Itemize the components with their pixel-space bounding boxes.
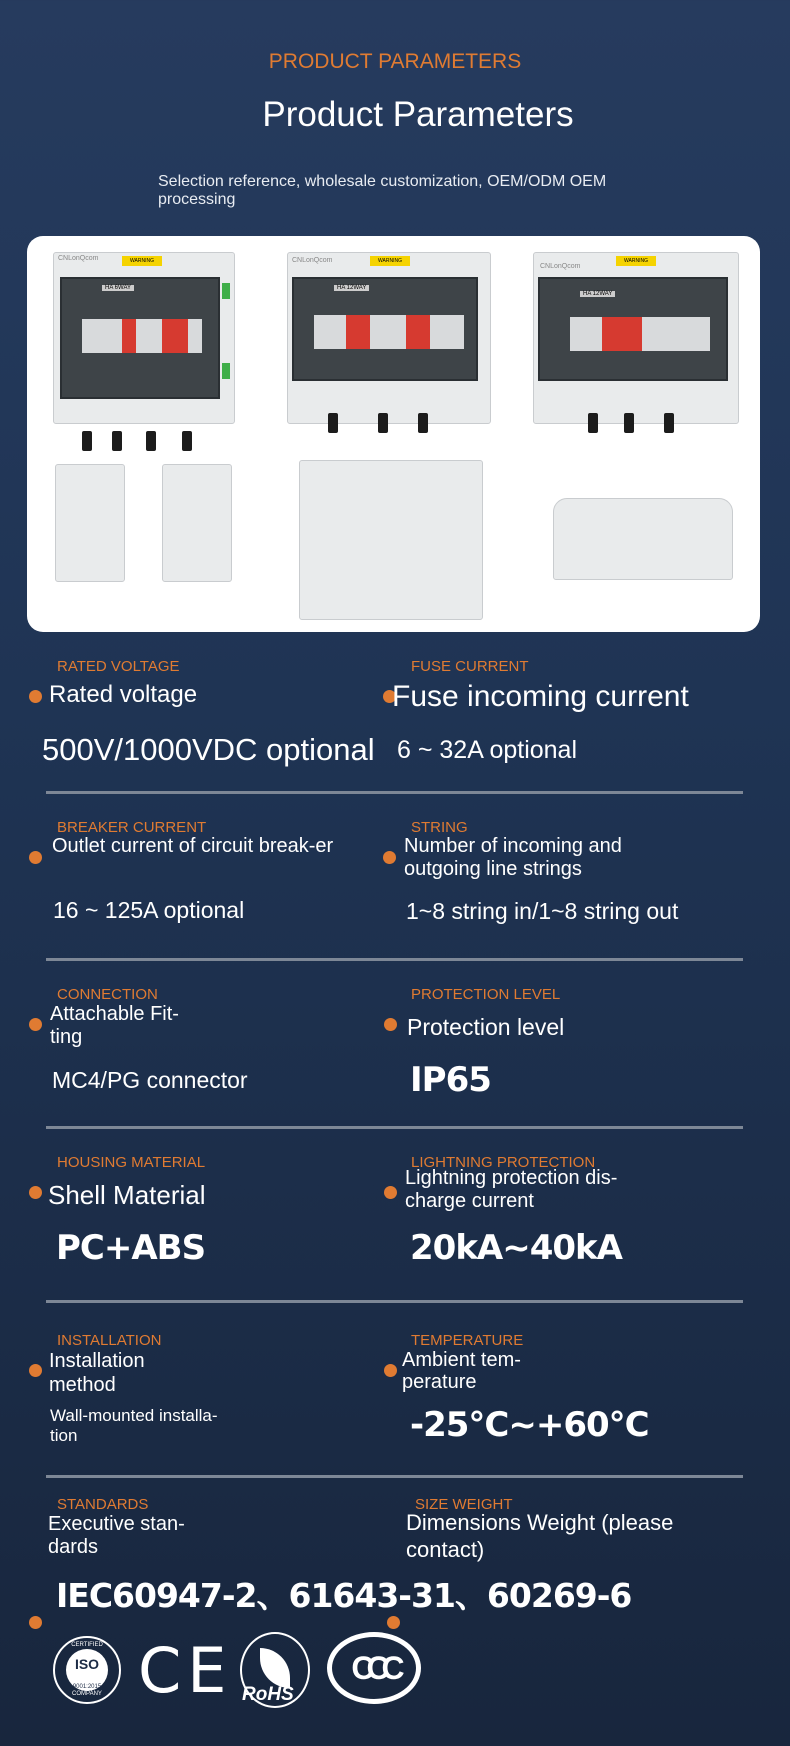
param-label: PROTECTION LEVEL — [411, 986, 561, 1003]
param-name: Installation method — [49, 1350, 145, 1396]
model-label: HA 12WAY — [334, 285, 369, 291]
param-value: MC4/PG connector — [52, 1067, 248, 1093]
brand-text: CNLonQcom — [58, 255, 99, 262]
param-name: Fuse incoming current — [392, 680, 689, 713]
rohs-logo: RoHS — [240, 1632, 310, 1708]
param-name: Attachable Fit-ting — [50, 1003, 179, 1048]
bullet-icon — [29, 1364, 42, 1377]
param-value: PC+ABS — [56, 1228, 206, 1268]
param-value: 20kA~40kA — [410, 1228, 622, 1268]
bullet-icon — [384, 1018, 397, 1031]
model-label: HA 6WAY — [102, 285, 134, 291]
combiner-side-view — [55, 464, 125, 582]
param-name: Outlet current of circuit break-er — [52, 835, 334, 857]
warning-sticker: WARNING — [370, 256, 410, 266]
divider — [46, 791, 743, 794]
combiner-back-view — [299, 460, 483, 620]
param-name: Executive stan-dards — [48, 1513, 185, 1558]
param-name: Rated voltage — [49, 681, 198, 708]
param-name: Protection level — [407, 1014, 565, 1040]
param-label: LIGHTNING PROTECTION — [411, 1154, 596, 1171]
param-label: HOUSING MATERIAL — [57, 1154, 206, 1171]
param-value: 16 ~ 125A optional — [53, 897, 245, 923]
param-label: STANDARDS — [57, 1496, 149, 1513]
bullet-icon — [384, 1186, 397, 1199]
divider — [46, 958, 743, 961]
bullet-icon — [29, 1616, 42, 1629]
warning-sticker: WARNING — [616, 256, 656, 266]
combiner-side-view — [162, 464, 232, 582]
page-title: Product Parameters — [262, 95, 574, 134]
iso-certified-logo: CERTIFIED ISO 9001:2015 COMPANY — [53, 1636, 121, 1704]
param-label: STRING — [411, 819, 468, 836]
param-name: Shell Material — [48, 1180, 206, 1210]
brand-text: CNLonQcom — [540, 263, 581, 270]
bullet-icon — [29, 1018, 42, 1031]
bullet-icon — [29, 690, 42, 703]
combiner-box-isolator — [533, 252, 739, 424]
divider — [46, 1300, 743, 1303]
param-label: CONNECTION — [57, 986, 158, 1003]
param-label: BREAKER CURRENT — [57, 819, 207, 836]
ce-logo: CE — [138, 1634, 233, 1707]
divider — [46, 1126, 743, 1129]
section-eyebrow: PRODUCT PARAMETERS — [268, 50, 522, 73]
param-label: INSTALLATION — [57, 1332, 162, 1349]
ccc-logo: CCC — [327, 1632, 421, 1704]
combiner-box-12way — [287, 252, 491, 424]
param-label: FUSE CURRENT — [411, 658, 529, 675]
warning-sticker: WARNING — [122, 256, 162, 266]
bullet-icon — [29, 851, 42, 864]
divider — [46, 1475, 743, 1478]
param-label: RATED VOLTAGE — [57, 658, 180, 675]
param-value: 500V/1000VDC optional — [42, 732, 375, 767]
param-name: Dimensions Weight (please contact) — [406, 1510, 674, 1562]
param-value: IP65 — [410, 1060, 491, 1100]
bullet-icon — [383, 851, 396, 864]
page-subtitle: Selection reference, wholesale customization, OEM/ODM OEM processing — [158, 173, 607, 208]
param-label: TEMPERATURE — [411, 1332, 524, 1349]
bullet-icon — [29, 1186, 42, 1199]
param-value: Wall-mounted installa-tion — [50, 1406, 218, 1445]
brand-text: CNLonQcom — [292, 257, 333, 264]
param-name: Lightning protection dis-charge current — [405, 1167, 618, 1212]
standards-value: IEC60947-2、61643-31、60269-6 — [56, 1576, 632, 1615]
model-label: HA 12WAY — [580, 291, 615, 297]
bullet-icon — [387, 1616, 400, 1629]
param-value: -25°C~+60°C — [410, 1405, 649, 1445]
product-image-card — [27, 236, 760, 632]
param-label: SIZE WEIGHT — [415, 1496, 513, 1513]
param-value: 6 ~ 32A optional — [397, 736, 578, 764]
bullet-icon — [384, 1364, 397, 1377]
param-name: Ambient tem-perature — [402, 1349, 521, 1393]
param-value: 1~8 string in/1~8 string out — [406, 898, 679, 924]
combiner-box-6way — [53, 252, 235, 424]
combiner-cover — [553, 498, 733, 580]
param-name: Number of incoming and outgoing line strings — [404, 835, 622, 880]
